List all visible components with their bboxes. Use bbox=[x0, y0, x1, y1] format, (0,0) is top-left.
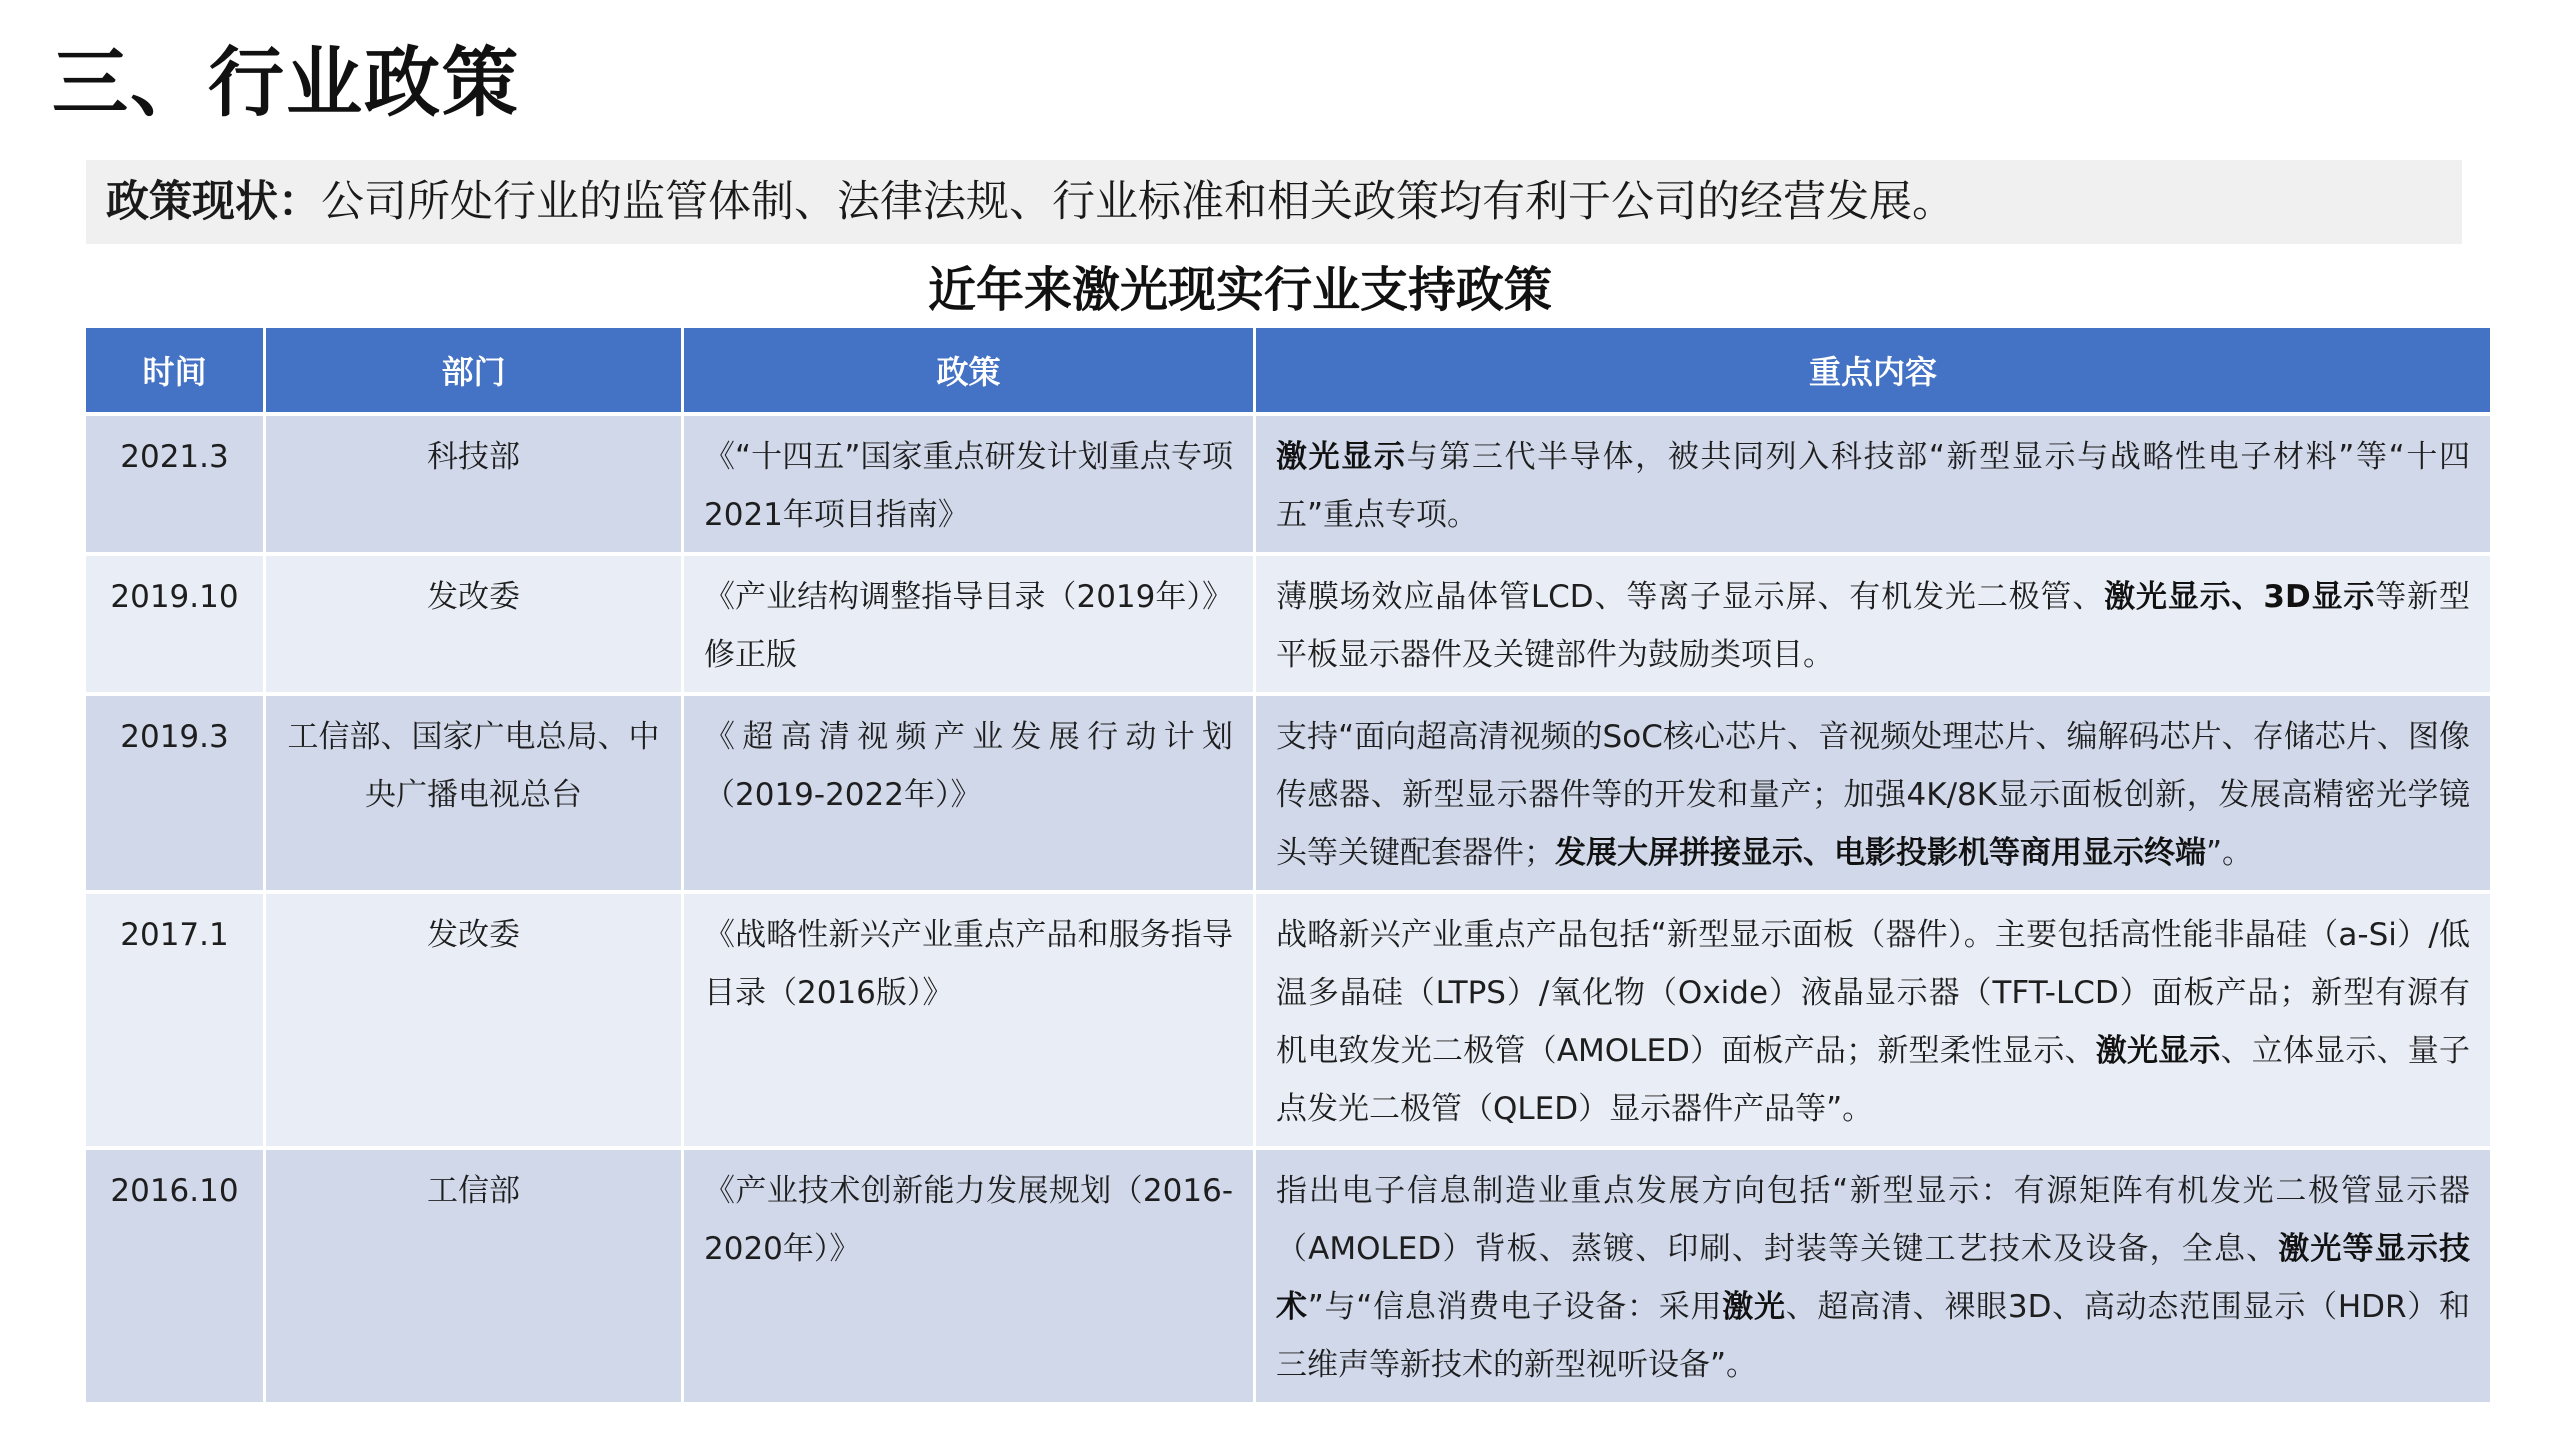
header-time: 时间 bbox=[86, 328, 266, 412]
cell-time: 2017.1 bbox=[86, 890, 266, 1146]
cell-content bbox=[1256, 1146, 2490, 1402]
cell-time: 2019.10 bbox=[86, 552, 266, 692]
cell-policy: 《产业技术创新能力发展规划（2016-2020年）》 bbox=[684, 1146, 1256, 1402]
cell-content bbox=[1256, 692, 2490, 890]
content-highlight: 激光 bbox=[1722, 1289, 1786, 1325]
content-text: 战略新兴产业重点产品包括“新型显示面板（器件）。主要包括高性能非晶硅（a-Si）/低温多晶硅（LTPS）/氧化物（Oxide）液晶显示器（TFT-LCD）面板产品；新型有源有机电致发光二极管（AMOLED）面板产品；新型柔性显示、 bbox=[1276, 917, 2470, 1069]
table-row bbox=[86, 1146, 2490, 1402]
table-row bbox=[86, 890, 2490, 1146]
header-dept: 部门 bbox=[266, 328, 684, 412]
content-text: 、超高清、裸眼3D、高动态范围显示（HDR）和三维声等新技术的新型视听设备”。 bbox=[1276, 1289, 2471, 1383]
content-text: 支持“面向超高清视频的SoC核心芯片、音视频处理芯片、编解码芯片、存储芯片、图像传感器、新型显示器件等的开发和量产；加强4K/8K显示面板创新，发展高精密光学镜头等关键配套器件； bbox=[1276, 719, 2470, 871]
cell-dept: 工信部、国家广电总局、中央广播电视总台 bbox=[266, 692, 684, 890]
content-text: 与第三代半导体，被共同列入科技部“新型显示与战略性电子材料”等“十四五”重点专项。 bbox=[1276, 439, 2470, 533]
content-highlight: 发展大屏拼接显示、电影投影机等商用显示终端 bbox=[1555, 835, 2206, 871]
content-text: ”与“信息消费电子设备：采用 bbox=[1307, 1289, 1723, 1325]
policy-table bbox=[86, 328, 2490, 1402]
cell-content bbox=[1256, 890, 2490, 1146]
status-text: 公司所处行业的监管体制、法律法规、行业标准和相关政策均有利于公司的经营发展。 bbox=[321, 177, 1955, 227]
header-content: 重点内容 bbox=[1256, 328, 2490, 412]
content-text: 、立体显示、量子点发光二极管（QLED）显示器件产品等”。 bbox=[1276, 1033, 2470, 1127]
table-row bbox=[86, 692, 2490, 890]
table-header-row bbox=[86, 328, 2490, 412]
cell-policy: 《“十四五”国家重点研发计划重点专项2021年项目指南》 bbox=[684, 412, 1256, 552]
cell-dept: 发改委 bbox=[266, 890, 684, 1146]
cell-time: 2019.3 bbox=[86, 692, 266, 890]
cell-dept: 科技部 bbox=[266, 412, 684, 552]
cell-time: 2021.3 bbox=[86, 412, 266, 552]
policy-status-bar bbox=[86, 160, 2462, 244]
status-label: 政策现状： bbox=[106, 177, 321, 227]
content-text: ”。 bbox=[2206, 835, 2254, 871]
table-row bbox=[86, 412, 2490, 552]
cell-policy: 《战略性新兴产业重点产品和服务指导目录（2016版）》 bbox=[684, 890, 1256, 1146]
cell-policy: 《产业结构调整指导目录（2019年）》修正版 bbox=[684, 552, 1256, 692]
table-title: 近年来激光现实行业支持政策 bbox=[927, 262, 1552, 318]
cell-content bbox=[1256, 552, 2490, 692]
cell-dept: 工信部 bbox=[266, 1146, 684, 1402]
header-policy: 政策 bbox=[684, 328, 1256, 412]
content-highlight: 激光等显示技术 bbox=[1276, 1231, 2470, 1325]
cell-time: 2016.10 bbox=[86, 1146, 266, 1402]
content-text: 指出电子信息制造业重点发展方向包括“新型显示：有源矩阵有机发光二极管显示器（AMOLED）背板、蒸镀、印刷、封装等关键工艺技术及设备，全息、 bbox=[1276, 1173, 2470, 1267]
content-highlight: 激光显示 bbox=[1276, 439, 1407, 475]
cell-policy: 《超高清视频产业发展行动计划（2019-2022年）》 bbox=[684, 692, 1256, 890]
cell-content bbox=[1256, 412, 2490, 552]
content-text: 薄膜场效应晶体管LCD、等离子显示屏、有机发光二极管、 bbox=[1276, 579, 2105, 615]
table-row bbox=[86, 552, 2490, 692]
cell-dept: 发改委 bbox=[266, 552, 684, 692]
content-highlight: 激光显示 bbox=[2095, 1033, 2221, 1069]
content-highlight: 激光显示、3D显示 bbox=[2104, 579, 2376, 615]
page-title: 三、行业政策 bbox=[52, 38, 520, 127]
content-text: 等新型平板显示器件及关键部件为鼓励类项目。 bbox=[1276, 579, 2470, 673]
